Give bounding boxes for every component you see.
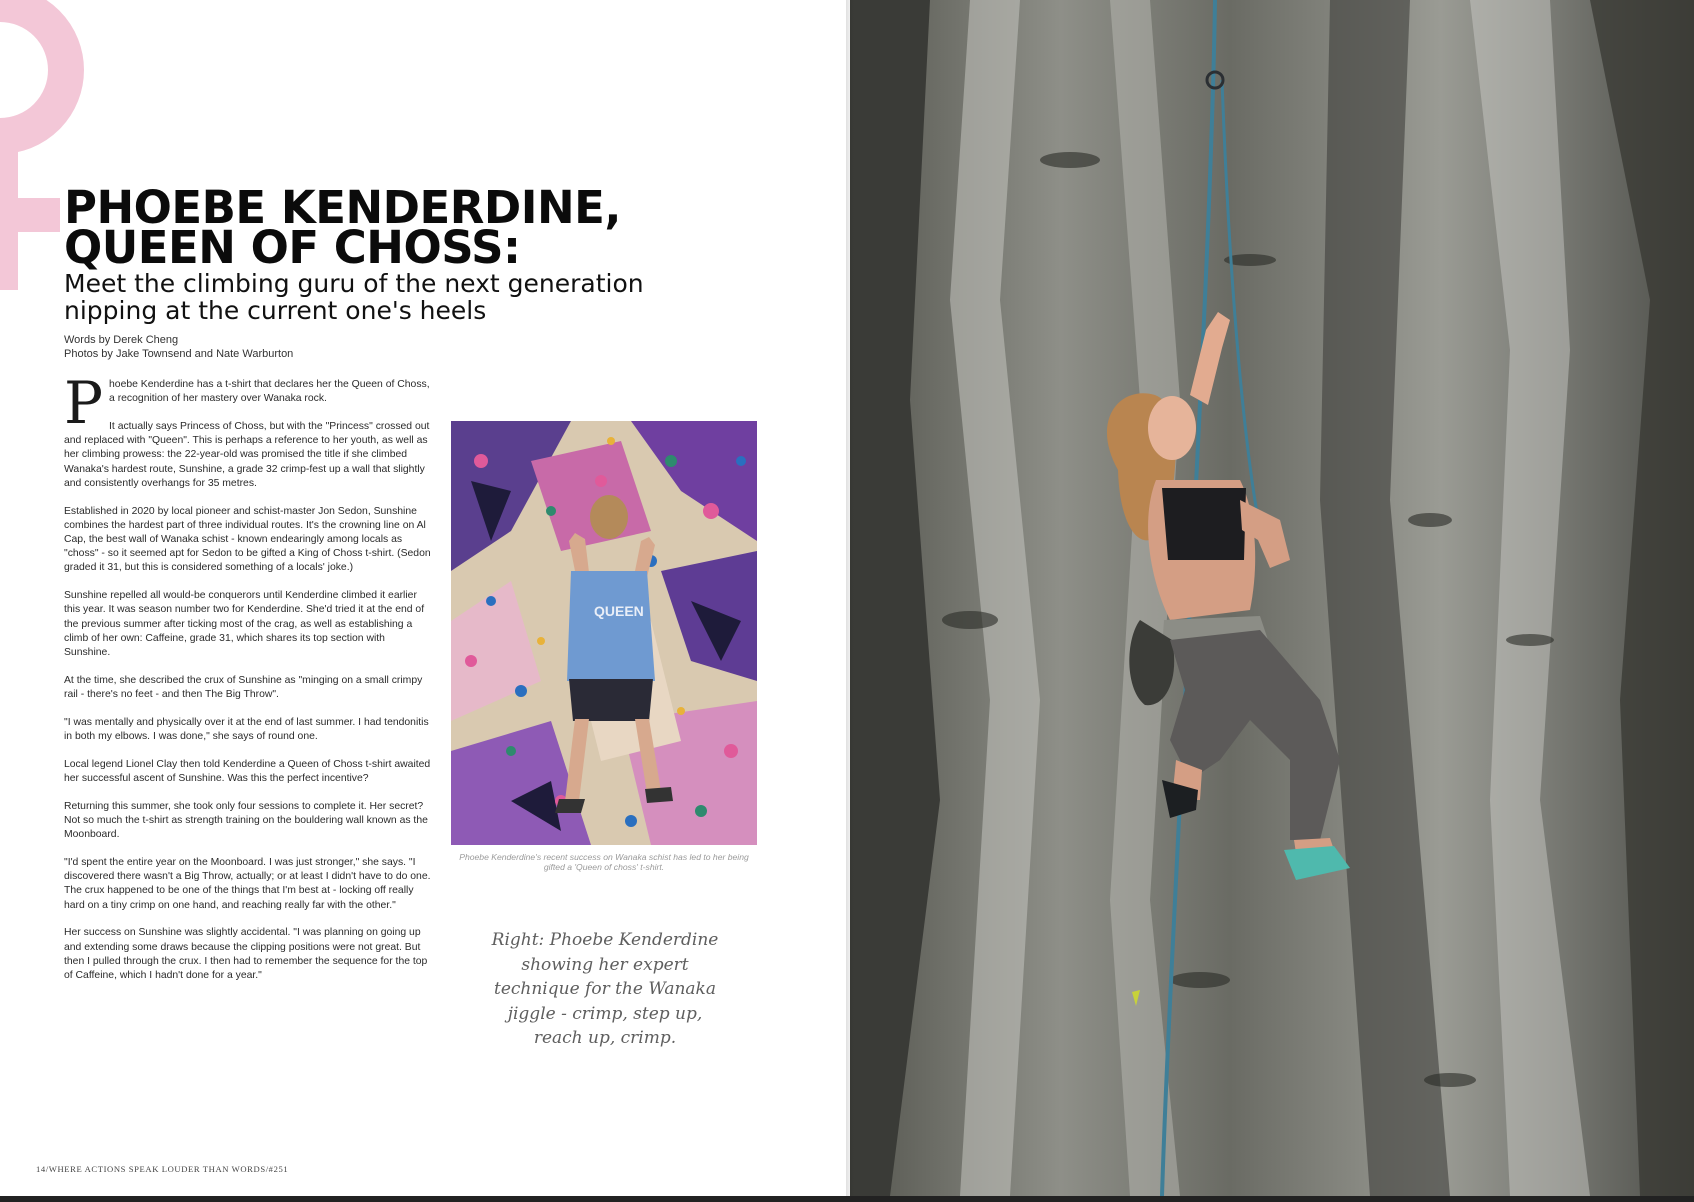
gym-climbing-photo <box>451 421 757 845</box>
byline: Words by Derek Cheng <box>64 334 179 346</box>
deck-line-2: nipping at the current one's heels <box>64 296 487 325</box>
paragraph-4: Sunshine repelled all would-be conquerors until Kenderdine climbed it earlier this year. It was season number two for Kenderdine. She'd tried it at the end of the previous summer after ticking most of the crag, as well as establishing a climb of her own: Caffeine, grade 31, which shares its top section with Sunshine. <box>64 590 425 659</box>
paragraph-5: At the time, she described the crux of Sunshine as "minging on a small crimpy rail - there's no feet - and then The Big Throw". <box>64 674 423 701</box>
left-page <box>0 0 850 1196</box>
paragraph-7: Local legend Lionel Clay then told Kenderdine a Queen of Choss t-shirt awaited her successful ascent of Sunshine. Was this the perfect incentive? <box>64 758 431 785</box>
paragraph-10: Her success on Sunshine was slightly accidental. "I was planning on going up and extending some draws because the clipping positions were not great. But then I pulled through the crux. I then had to remember the sequence for the top of Caffeine, which I hadn't done for a year." <box>64 927 428 982</box>
paragraph-2: It actually says Princess of Choss, but with the "Princess" crossed out and replaced with "Queen". This is perhaps a reference to her youth, as well as her climbing prowess: the 22-year-old was promised the title if she climbed Wanaka's hardest route, Sunshine, a grade 32 crimp-fest up a wall that slightly and consistently overhangs for 35 metres. <box>64 421 430 489</box>
page-folio: 14/WHERE ACTIONS SPEAK LOUDER THAN WORDS/#251 <box>36 1164 289 1174</box>
headline-line-1: PHOEBE KENDERDINE, <box>64 181 621 234</box>
headline-line-2: QUEEN OF CHOSS: <box>64 221 521 274</box>
photo-caption: Phoebe Kenderdine's recent success on Wanaka schist has led to her being gifted a 'Queen of choss' t-shirt. <box>459 852 749 872</box>
shirt-text: QUEEN <box>594 603 644 619</box>
credits <box>64 333 293 361</box>
deck-line-1: Meet the climbing guru of the next generation <box>64 269 644 298</box>
paragraph-6: "I was mentally and physically over it at the end of last summer. I had tendonitis in both my elbows. I was done," she says of round one. <box>64 716 429 743</box>
deck-subtitle <box>64 270 684 324</box>
pull-quote-line-2: showing her expert <box>521 954 689 975</box>
crag-climber-photo <box>850 0 1694 1196</box>
paragraph-3: Established in 2020 by local pioneer and schist-master Jon Sedon, Sunshine combines the hardest part of three individual routes. It's the crowning line on Al Cap, the best wall of Wanaka schist - known endearingly among locals as "choss" - so it seemed apt for Sedon to be gifted a King of Choss t-shirt. (Sedon graded it 31, but this is considered something of a locals' joke.) <box>64 505 431 574</box>
pull-quote-line-5: reach up, crimp. <box>533 1028 677 1048</box>
pull-quote-line-3: technique for the Wanaka <box>494 979 716 999</box>
paragraph-1 <box>64 369 432 437</box>
page-gutter <box>846 0 854 1196</box>
pull-quote <box>470 928 740 1051</box>
body-column <box>64 369 432 997</box>
drop-cap: P <box>64 369 104 437</box>
pull-quote-line-1: Right: Phoebe Kenderdine <box>491 930 719 950</box>
pull-quote-line-4: jiggle - crimp, step up, <box>507 1003 703 1024</box>
paragraph-8: Returning this summer, she took only four sessions to complete it. Her secret? Not so much the t-shirt as strength training on the bouldering wall known as the Moonboard. <box>64 800 428 841</box>
photo-credit: Photos by Jake Townsend and Nate Warburton <box>64 348 294 360</box>
paragraph-1-text: hoebe Kenderdine has a t-shirt that declares her the Queen of Choss, a recognition of her mastery over Wanaka rock. <box>109 379 430 405</box>
right-page-photo <box>850 0 1694 1196</box>
paragraph-9: "I'd spent the entire year on the Moonboard. I was just stronger," she says. "I discovered there wasn't a Big Throw, actually; or at least I didn't have to do one. The crux happened to be one of the things that I'm best at - locking off really hard on a tiny crimp on one hand, and reaching really far with the other." <box>64 857 431 911</box>
viewer-bottom-bar <box>0 1196 1694 1202</box>
headline <box>64 181 621 274</box>
